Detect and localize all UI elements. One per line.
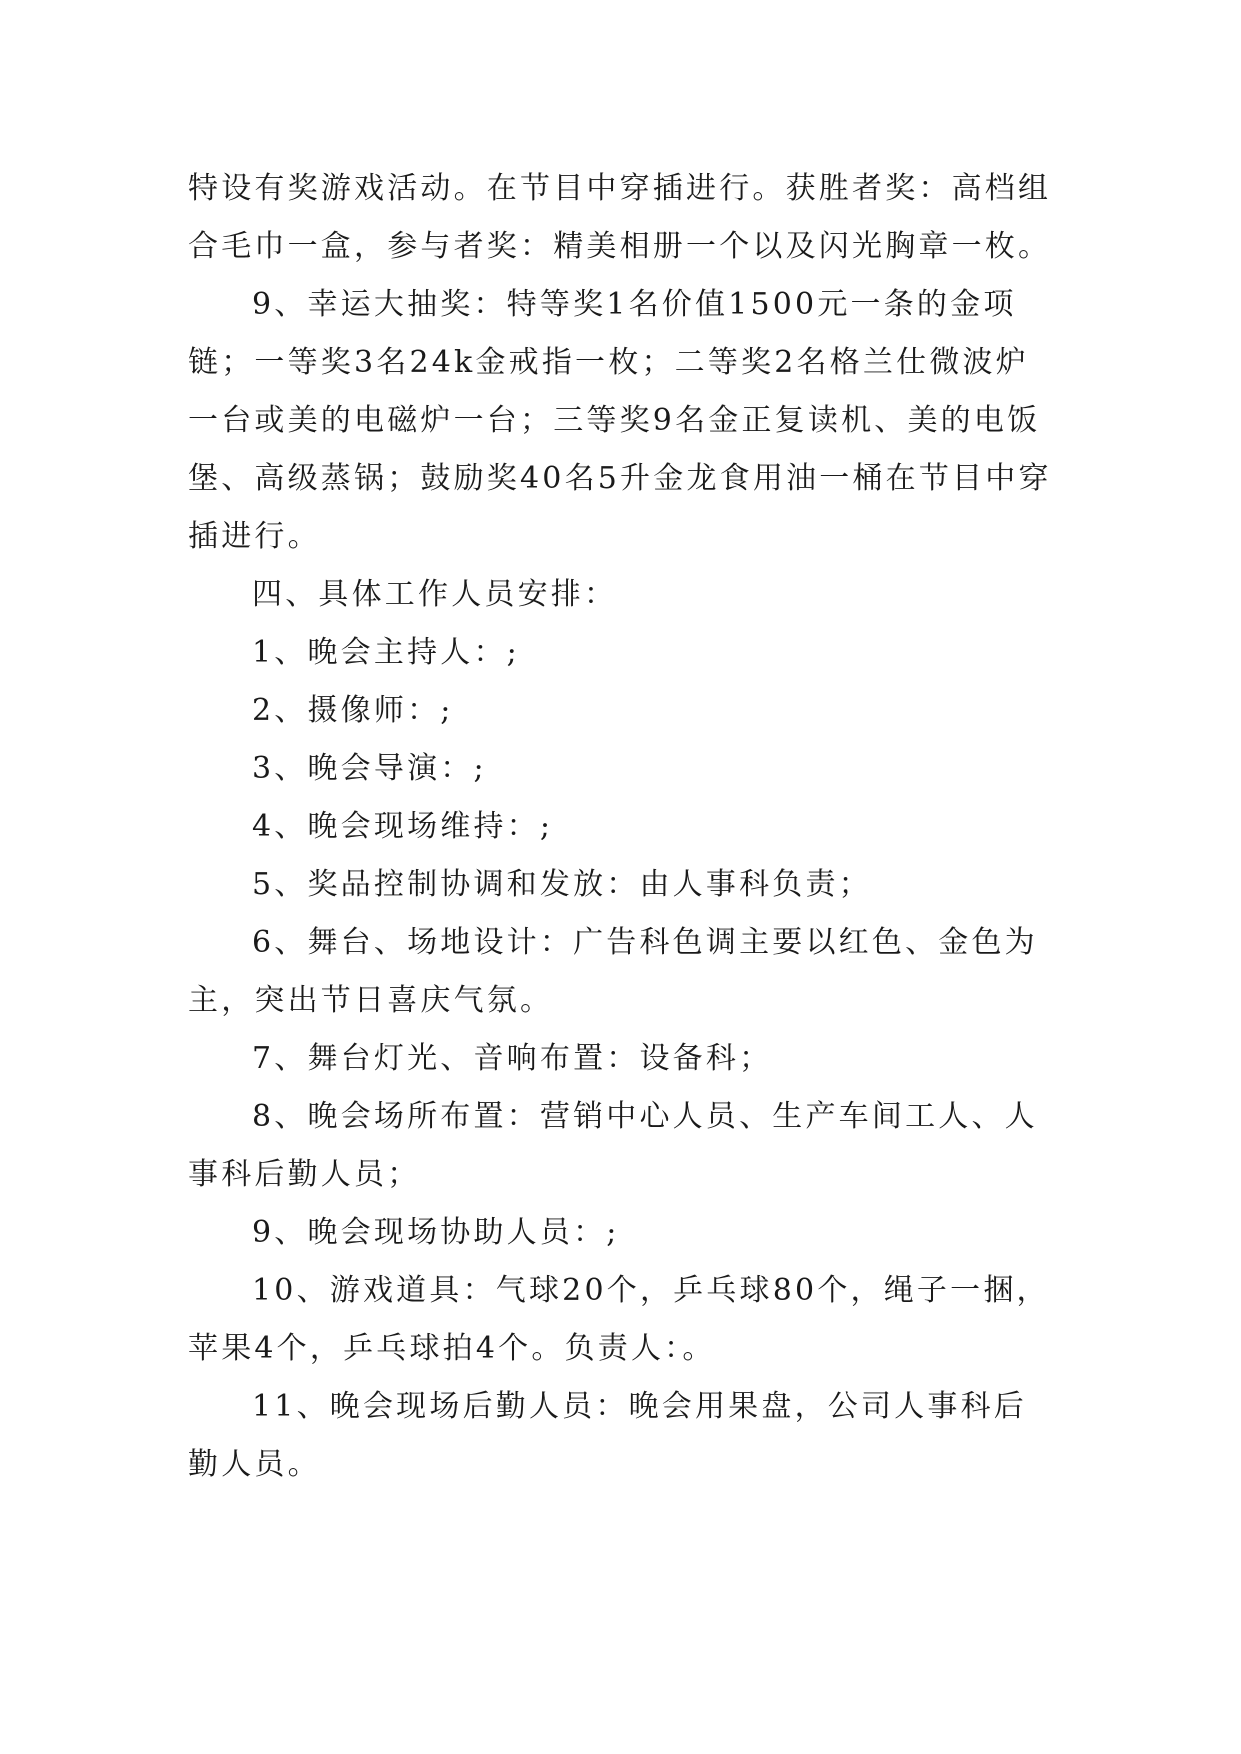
list-item-host: 1、晚会主持人：;	[252, 635, 520, 670]
paragraph-lucky-draw: 9、幸运大抽奖：特等奖1名价值1500元一条的金项链；一等奖3名24k金戒指一枚；二等奖2名格兰仕微波炉一台或美的电磁炉一台；三等奖9名金正复读机、美的电饭堡、高级蒸锅；鼓励奖40名5升金龙食用油一桶在节目中穿插进行。	[188, 287, 1052, 554]
list-item-director: 3、晚会导演：;	[252, 751, 487, 786]
list-item-order: 4、晚会现场维持：;	[252, 809, 554, 844]
paragraph-prize-games: 特设有奖游戏活动。在节目中穿插进行。获胜者奖：高档组合毛巾一盒，参与者奖：精美相册一个以及闪光胸章一枚。	[188, 171, 1052, 264]
list-item-assistants: 9、晚会现场协助人员：;	[252, 1215, 620, 1250]
list-item-stage-design: 6、舞台、场地设计：广告科色调主要以红色、金色为主，突出节日喜庆气氛。	[188, 925, 1038, 1018]
list-item-game-props: 10、游戏道具：气球20个，乒乓球80个，绳子一捆，苹果4个，乒乓球拍4个。负责人：。	[188, 1273, 1050, 1366]
list-item-lighting: 7、舞台灯光、音响布置：设备科；	[252, 1041, 773, 1076]
document-body	[188, 160, 1058, 1494]
section-heading-staff: 四、具体工作人员安排：	[252, 577, 618, 612]
list-item-camera: 2、摄像师：;	[252, 693, 454, 728]
list-item-logistics: 11、晚会现场后勤人员：晚会用果盘，公司人事科后勤人员。	[188, 1389, 1027, 1482]
list-item-venue-setup: 8、晚会场所布置：营销中心人员、生产车间工人、人事科后勤人员；	[188, 1099, 1038, 1192]
list-item-prizes: 5、奖品控制协调和发放：由人事科负责；	[252, 867, 872, 902]
